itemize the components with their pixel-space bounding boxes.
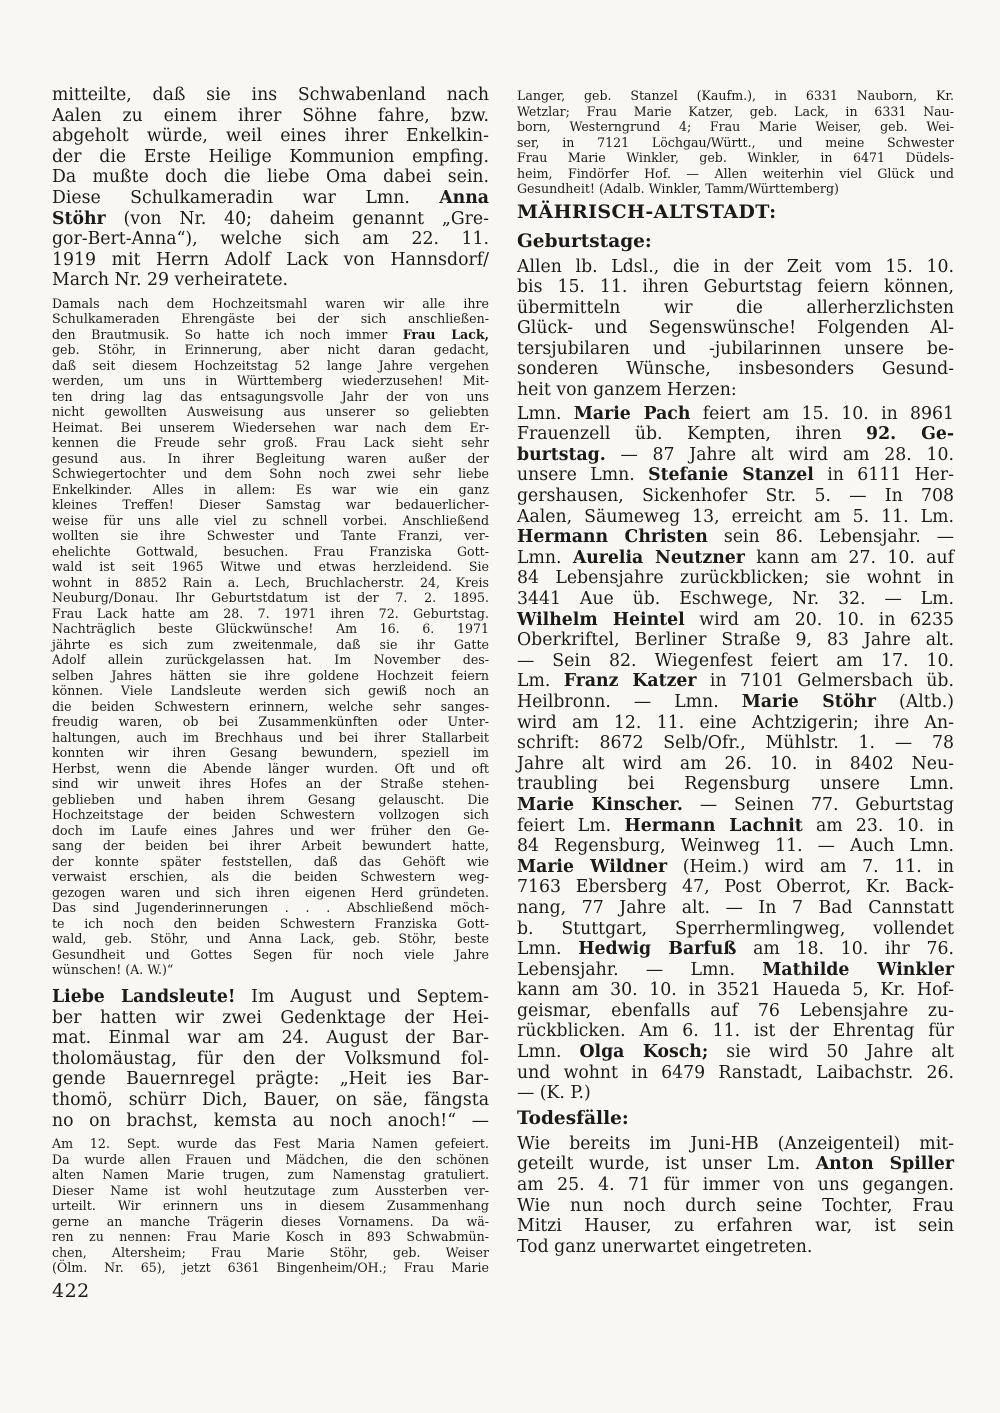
text-line: [517, 774, 954, 795]
text-line: [517, 318, 954, 339]
text-run: (Heim.) wird am 7. 11. in: [667, 856, 954, 877]
text-line: [517, 919, 954, 940]
text-line: [52, 1260, 489, 1276]
subheading-todesfaelle: [517, 1107, 954, 1131]
text-line: [52, 1008, 489, 1029]
bold-text-run: Marie Stöhr: [741, 691, 876, 712]
text-line: [517, 671, 954, 692]
text-run: Tod ganz unerwartet eingetreten.: [517, 1236, 813, 1257]
text-line: [52, 497, 489, 513]
text-run: Schulkameraden Ehrengäste bei der sich anschließen-: [52, 311, 489, 327]
text-line: [517, 298, 954, 319]
text-run: doch im Laufe eines Jahres und wer früher den Ge-: [52, 822, 489, 838]
text-run: 3441 Aue üb. Eschwege, Nr. 32. — Lm.: [517, 589, 954, 609]
text-run: in 6111 Her-: [813, 465, 954, 486]
text-line: [52, 916, 489, 932]
text-line: [52, 1229, 489, 1245]
text-line: [517, 898, 954, 919]
text-run: Lmn.: [517, 403, 574, 424]
text-run: thomö, schürr Dich, Bauer, on säe, fängsta: [52, 1089, 489, 1110]
text-run: abgeholt würde, weil eines ihrer Enkelkin-: [52, 126, 489, 147]
text-run: Allen lb. Ldsl., die in der Zeit vom 15. 10.: [517, 256, 954, 277]
text-run: sang der beiden bei ihrer Arbeit bewundert hatte,: [52, 838, 489, 854]
text-line: [52, 167, 489, 188]
text-line: [52, 513, 489, 529]
text-line: [517, 1175, 954, 1196]
text-run: March Nr. 29 verheiratete.: [52, 270, 289, 291]
text-run: die beiden Schwestern erinnern, welche sehr sanges-: [52, 698, 489, 714]
text-run: freudig waren, ob bei Zusammenkünften oder Unter-: [52, 714, 489, 730]
text-line: [52, 1214, 489, 1230]
text-line: [517, 404, 954, 425]
bold-text-run: Anton Spiller: [815, 1154, 955, 1175]
text-line: [52, 776, 489, 792]
text-run: gershausen, Sickenhofer Str. 5. — In 708: [517, 486, 954, 507]
text-run: ber hatten wir zwei Gedenktage der Hei-: [52, 1007, 489, 1028]
text-line: [517, 88, 954, 104]
text-line: [52, 311, 489, 327]
text-line: [52, 270, 489, 291]
text-run: 1919 mit Herrn Adolf Lack von Hannsdorf/: [52, 249, 489, 270]
text-line: [517, 1237, 954, 1258]
bold-text-run: Anna: [439, 187, 489, 208]
text-run: Jahre alt wird am 26. 10. in 8402 Neu-: [517, 753, 954, 774]
text-run: der die Erste Heilige Kommunion empfing.: [52, 146, 489, 167]
text-line: [517, 1196, 954, 1217]
text-run: der konnte später feststellen, daß das Gehöft wie: [52, 853, 489, 869]
text-run: wird am 20. 10. in 6235: [684, 609, 954, 630]
text-run: Herbst, wenn die Abende länger wurden. Oft und oft: [52, 760, 489, 776]
text-run: schrift: 8672 Selb/Ofr., Mühlstr. 1. — 78: [517, 733, 954, 754]
text-line: [52, 838, 489, 854]
text-line: [52, 637, 489, 653]
text-run: geteilt wurde, ist unser Lm.: [517, 1154, 816, 1175]
text-run: Lmn.: [517, 939, 579, 960]
text-run: Oberkriftel, Berliner Straße 9, 83 Jahre alt.: [517, 630, 954, 651]
text-line: [52, 106, 489, 127]
text-line: [52, 745, 489, 761]
bold-text-run: Todesfälle:: [517, 1107, 629, 1129]
text-run: urteilt. Wir erinnern uns in diesem Zusammenhang: [52, 1198, 489, 1214]
text-line: [52, 435, 489, 451]
text-line: [52, 420, 489, 436]
text-run: no on brachst, kemsta au noch anoch!“ —: [52, 1110, 489, 1131]
text-line: [517, 486, 954, 507]
text-line: [52, 451, 489, 467]
text-line: [52, 1198, 489, 1214]
text-run: Frau Marie Winkler, geb. Winkler, in 6471 Düdels-: [517, 150, 954, 165]
text-run: Da wurde allen Frauen und Mädchen, die den schönen: [52, 1151, 489, 1167]
text-line: [52, 931, 489, 947]
text-run: alten Namen Marie trugen, zum Namenstag gratuliert.: [52, 1167, 489, 1183]
text-line: [52, 699, 489, 715]
text-line: [52, 1152, 489, 1168]
text-line: [517, 150, 954, 166]
text-run: in 7101 Gelmersbach üb.: [696, 671, 954, 692]
text-run: werden, um uns in Württemberg wiederzusehen! Mit-: [52, 373, 489, 389]
bold-text-run: Mathilde Winkler: [762, 959, 955, 980]
text-line: [52, 188, 489, 209]
text-line: [52, 373, 489, 389]
bold-text-run: Franz Katzer: [563, 671, 697, 692]
text-run: sind wir unweit ihres Hofes an der Straße stehen-: [52, 776, 489, 792]
text-run: born, Westerngrund 4; Frau Marie Weiser, geb. Wei-: [517, 119, 954, 134]
text-run: konnten wir ihren Gesang bewundern, speziell im: [52, 745, 489, 761]
text-run: daß seit diesem Hochzeitstag 52 lange Jahre vergehen: [52, 357, 489, 373]
bold-text-run: Geburtstage:: [517, 230, 652, 252]
text-line: [52, 987, 489, 1008]
text-line: [52, 606, 489, 622]
text-line: [52, 947, 489, 963]
text-run: 422: [52, 1279, 90, 1302]
text-line: [517, 651, 954, 672]
text-run: feiert Lm.: [517, 815, 625, 836]
text-line: [52, 358, 489, 374]
text-line: [517, 1107, 954, 1131]
text-run: und wohnt in 6479 Ranstadt, Laibachstr. 26.: [517, 1062, 954, 1083]
bold-text-run: Liebe Landsleute!: [52, 986, 236, 1007]
text-line: [517, 816, 954, 837]
text-run: Enkelkinder. Alles in allem: Es war wie ein ganz: [52, 481, 489, 497]
text-run: Gesundheit! (Adalb. Winkler, Tamm/Württemberg): [517, 181, 839, 196]
text-line: [52, 327, 489, 343]
right-column: [517, 88, 954, 1257]
text-line: [52, 714, 489, 730]
text-line: [52, 1183, 489, 1199]
text-line: [52, 869, 489, 885]
bold-text-run: 92. Ge-: [866, 424, 954, 445]
text-line: [517, 1063, 954, 1084]
text-run: Lmn.: [517, 1042, 580, 1063]
text-run: ser, in 7121 Löchgau/Württ., und meine Schwester: [517, 134, 954, 150]
text-run: ten dring lag das entsagungsvolle Jahr der von uns: [52, 388, 489, 404]
text-line: [517, 568, 954, 589]
text-line: [517, 795, 954, 816]
text-run: Im August und Septem-: [235, 986, 490, 1007]
text-run: am 25. 4. 71 für immer von uns gegangen.: [517, 1175, 954, 1196]
text-run: mitteilte, daß sie ins Schwabenland nach: [52, 85, 489, 105]
text-line: [517, 359, 954, 380]
text-line: [517, 1154, 954, 1175]
text-run: sein 86. Lebensjahr. —: [707, 527, 954, 548]
text-line: [52, 85, 489, 106]
text-line: [52, 1090, 489, 1111]
bold-text-run: Hedwig Barfuß: [578, 939, 737, 960]
text-line: [517, 630, 954, 651]
text-line: [52, 1245, 489, 1261]
text-line: [52, 885, 489, 901]
text-line: [517, 733, 954, 754]
text-run: kann am 27. 10. auf: [744, 547, 954, 568]
text-line: [517, 1021, 954, 1042]
text-run: nang, 77 Jahre alt. — In 7 Bad Cannstatt: [517, 897, 954, 918]
text-run: Das sind Jugenderinnerungen . . . Abschließend möch-: [52, 900, 489, 916]
text-run: Glück- und Segenswünsche! Folgenden Al-: [517, 318, 954, 339]
text-run: — 87 Jahre alt wird am 28. 10.: [605, 444, 954, 465]
text-line: [52, 792, 489, 808]
text-run: kennen die Freude sehr groß. Frau Lack sieht sehr: [52, 435, 489, 451]
text-line: [517, 548, 954, 569]
text-line: [517, 960, 954, 981]
text-run: Wie nun noch durch seine Tochter, Frau: [517, 1195, 954, 1216]
text-run: gende Bauernregel prägte: „Heit ies Bar-: [52, 1069, 489, 1090]
intro-paragraph: [52, 85, 489, 291]
bold-text-run: Marie Wildner: [517, 856, 668, 877]
text-run: 84 Regensburg, Weinweg 11. — Auch Lmn.: [517, 836, 954, 857]
bold-text-run: Hermann Lachnit: [624, 815, 803, 836]
text-line: [52, 590, 489, 606]
text-line: [52, 528, 489, 544]
text-line: [517, 527, 954, 548]
text-run: Heimat. Bei unserem Wiedersehen war nach dem Er-: [52, 419, 489, 435]
text-run: unsere Lmn.: [517, 465, 649, 486]
text-run: wollten sie ihre Schwester und Tante Franzi, ver-: [52, 528, 489, 544]
text-run: wird am 12. 11. eine Achtzigerin; ihre An-: [517, 712, 954, 733]
text-line: [52, 1111, 489, 1132]
text-run: Langer, geb. Stanzel (Kaufm.), in 6331 Nauborn, Kr.: [517, 88, 954, 103]
text-run: Diese Schulkameradin war Lmn.: [52, 187, 440, 208]
text-line: [517, 200, 954, 224]
text-run: Lmn.: [517, 547, 573, 568]
text-run: wald ist seit 1965 Witwe und etwas herzleidend. Sie: [52, 559, 489, 575]
bold-text-run: Marie Kinscher.: [517, 794, 683, 815]
text-line: [52, 1049, 489, 1070]
text-line: [517, 939, 954, 960]
liebe-landsleute-paragraph: [52, 987, 489, 1131]
text-line: [517, 465, 954, 486]
text-run: sonderen Wünsche, insbesonders Gesund-: [517, 359, 954, 380]
text-line: [52, 668, 489, 684]
text-run: Dieser Name ist wohl heutzutage zum Aussterben ver-: [52, 1182, 489, 1198]
text-line: [52, 544, 489, 560]
text-line: [517, 589, 954, 610]
text-run: geblieben und haben ihrem Gesang gelauscht. Die: [52, 791, 489, 807]
text-line: [52, 559, 489, 575]
text-run: ren zu nennen: Frau Marie Kosch in 893 Schwabmün-: [52, 1229, 489, 1245]
text-line: [52, 652, 489, 668]
text-line: [517, 1042, 954, 1063]
text-run: selben Jahres hätten sie ihre goldene Hochzeit feiern: [52, 667, 489, 683]
text-run: 7163 Ebersberg 47, Post Oberrot, Kr. Back-: [517, 877, 954, 898]
text-run: kleines Treffen! Dieser Samstag war bedauerlicher-: [52, 497, 489, 513]
maria-namen-small-text: [52, 1136, 489, 1276]
text-run: geb. Stöhr, in Erinnerung, aber nicht daran gedacht,: [52, 342, 489, 358]
text-run: te ich noch den beiden Schwestern Franziska Gott-: [52, 915, 489, 931]
subheading-geburtstage: [517, 230, 954, 254]
text-run: Lebensjahr. — Lmn.: [517, 959, 763, 980]
text-line: [52, 250, 489, 271]
bold-text-run: MÄHRISCH-ALTSTADT:: [517, 200, 777, 223]
text-run: haltungen, auch im Brechhaus und bei ihrer Stallarbeit: [52, 729, 489, 745]
text-run: kann am 30. 10. in 3521 Haueda 5, Kr. Hof-: [517, 980, 954, 1001]
text-line: [52, 761, 489, 777]
text-run: Damals nach dem Hochzeitsmahl waren wir alle ihre: [52, 295, 489, 311]
page-number: [52, 1279, 489, 1303]
text-line: [517, 754, 954, 775]
text-line: [517, 857, 954, 878]
text-line: [517, 1134, 954, 1155]
text-run: bis 15. 11. ihren Geburtstag feiern können,: [517, 277, 954, 298]
text-run: — (K. P.): [517, 1083, 591, 1104]
text-line: [517, 119, 954, 135]
section-heading-maehrisch-altstadt: [517, 200, 954, 224]
text-run: Aalen zu einem ihrer Söhne fahre, bzw.: [52, 105, 489, 126]
text-run: Da mußte doch die liebe Oma dabei sein.: [52, 167, 489, 188]
text-line: [52, 1279, 489, 1303]
text-line: [517, 277, 954, 298]
text-line: [517, 692, 954, 713]
text-run: wünschen! (A. W.)“: [52, 962, 174, 978]
text-run: am 23. 10. in: [802, 815, 954, 836]
text-line: [52, 683, 489, 699]
bold-text-run: burtstag.: [517, 444, 606, 465]
text-line: [517, 424, 954, 445]
text-line: [52, 389, 489, 405]
text-run: chen, Altersheim; Frau Marie Stöhr, geb. Weiser: [52, 1244, 489, 1260]
text-line: [517, 166, 954, 182]
text-run: jährte es sich zum zweitenmale, daß sie ihr Gatte: [52, 636, 489, 652]
text-line: [52, 1136, 489, 1152]
text-run: — Sein 82. Wiegenfest feiert am 17. 10.: [517, 650, 954, 671]
text-run: mat. Einmal war am 24. August der Bar-: [52, 1028, 489, 1049]
text-run: traubling bei Regensburg unsere Lmn.: [517, 774, 954, 795]
text-line: [517, 230, 954, 254]
text-run: b. Stuttgart, Sperrhermlingweg, vollendet: [517, 918, 954, 939]
text-run: wald, geb. Stöhr, und Anna Lack, geb. Stöhr, beste: [52, 931, 489, 947]
text-run: — Seinen 77. Geburtstag: [682, 794, 954, 815]
text-line: [52, 807, 489, 823]
bold-text-run: Stöhr: [52, 208, 106, 229]
text-line: [52, 126, 489, 147]
text-line: [52, 147, 489, 168]
text-line: [52, 229, 489, 250]
text-line: [52, 900, 489, 916]
bold-text-run: Olga Kosch;: [579, 1042, 709, 1063]
text-run: Neuburg/Donau. Ihr Geburtstdatum ist der 7. 2. 1895.: [52, 590, 489, 606]
text-run: ehelichte Gottwald, besuchen. Frau Franziska Gott-: [52, 543, 489, 559]
text-line: [517, 380, 954, 401]
obituary-paragraph: [517, 1134, 954, 1258]
text-line: [52, 1167, 489, 1183]
text-run: Wetzlar; Frau Marie Katzer, geb. Lack, in 6331 Nau-: [517, 103, 954, 119]
text-run: (Altb.): [875, 691, 954, 712]
text-run: Frau Lack hatte am 28. 7. 1971 ihren 72. Geburtstag.: [52, 605, 489, 621]
birthday-intro-paragraph: [517, 257, 954, 401]
text-line: [52, 466, 489, 482]
text-run: Wie bereits im Juni-HB (Anzeigenteil) mit-: [517, 1133, 954, 1154]
text-run: Hochzeitstage der beiden Schwestern vollzogen sich: [52, 807, 489, 823]
text-run: nicht gewollten Ausweisung aus unserer so geliebten: [52, 404, 489, 420]
text-line: [52, 209, 489, 230]
text-run: feiert am 15. 10. in 8961: [690, 403, 954, 424]
text-run: können. Viele Landsleute werden sich gewiß noch an: [52, 683, 489, 699]
bold-text-run: Aurelia Neutzner: [572, 547, 745, 568]
text-run: gezogen waren und sich ihren eigenen Herd gründeten.: [52, 884, 489, 900]
text-run: Aalen, Säumeweg 13, erreicht am 5. 11. Lm.: [517, 506, 954, 527]
text-line: [52, 1028, 489, 1049]
text-line: [517, 135, 954, 151]
memoir-small-text: [52, 296, 489, 978]
text-run: Frauenzell üb. Kempten, ihren: [517, 424, 867, 445]
text-line: [52, 1069, 489, 1090]
text-run: Gesundheit und Gottes Segen für noch viele Jahre: [52, 946, 489, 962]
text-line: [517, 1001, 954, 1022]
text-run: Am 12. Sept. wurde das Fest Maria Namen gefeiert.: [52, 1136, 489, 1152]
text-line: [517, 181, 954, 197]
text-run: verwaist erschien, als die beiden Schwestern weg-: [52, 869, 489, 885]
text-line: [517, 610, 954, 631]
text-line: [52, 342, 489, 358]
text-line: [52, 482, 489, 498]
text-line: [52, 962, 489, 978]
text-run: geismar, ebenfalls auf 76 Lebensjahre zu-: [517, 1000, 954, 1021]
text-line: [517, 257, 954, 278]
text-run: 84 Lebensjahre zurückblicken; sie wohnt in: [517, 568, 954, 589]
bold-text-run: Wilhelm Heintel: [517, 609, 685, 630]
bold-text-run: Hermann Christen: [517, 527, 708, 548]
bold-text-run: Frau Lack,: [402, 326, 489, 342]
text-run: gerne an manche Trägerin dieses Vornamens. Da wä-: [52, 1213, 489, 1229]
text-line: [517, 1083, 954, 1104]
text-line: [517, 445, 954, 466]
text-line: [517, 713, 954, 734]
left-column: [52, 85, 489, 1303]
text-run: Nachträglich beste Glückwünsche! Am 16. 6. 1971: [52, 621, 489, 637]
text-run: Schwiegertochter und dem Sohn noch zwei sehr liebe: [52, 466, 489, 482]
text-run: am 18. 10. ihr 76.: [736, 939, 954, 960]
text-run: tersjubilaren und -jubilarinnen unsere be-: [517, 338, 954, 359]
text-run: weise für uns alle viel zu schnell vorbei. Anschließend: [52, 512, 489, 528]
text-line: [517, 507, 954, 528]
text-run: Lm.: [517, 671, 564, 692]
text-line: [52, 621, 489, 637]
winkler-letter-small-text: [517, 88, 954, 197]
text-run: heit von ganzem Herzen:: [517, 380, 737, 401]
text-line: [52, 296, 489, 312]
bold-text-run: Stefanie Stanzel: [648, 465, 814, 486]
text-run: Mitzi Hauser, zu erfahren war, ist sein: [517, 1216, 954, 1237]
text-run: wohnt in 8852 Rain a. Lech, Bruchlacherstr. 24, Kreis: [52, 574, 489, 590]
text-line: [52, 854, 489, 870]
text-line: [52, 404, 489, 420]
text-line: [517, 877, 954, 898]
text-line: [52, 730, 489, 746]
text-run: gor-Bert-Anna“), welche sich am 22. 11.: [52, 229, 489, 250]
text-run: Adolf allein zurückgelassen hat. Im November des-: [52, 652, 489, 668]
text-run: (von Nr. 40; daheim genannt „Gre-: [105, 208, 489, 229]
text-line: [517, 980, 954, 1001]
text-line: [517, 836, 954, 857]
text-run: Heilbronn. — Lmn.: [517, 691, 742, 712]
text-run: den Brautmusik. So hatte ich noch immer: [52, 326, 403, 342]
text-run: übermitteln wir die allerherzlichsten: [517, 297, 954, 318]
text-run: (Ölm. Nr. 65), jetzt 6361 Bingenheim/OH.; Frau Marie: [52, 1260, 489, 1276]
text-line: [52, 575, 489, 591]
text-line: [52, 823, 489, 839]
text-line: [517, 1216, 954, 1237]
bold-text-run: Marie Pach: [573, 403, 691, 424]
birthday-list-paragraph: [517, 404, 954, 1104]
text-run: rückblicken. Am 6. 11. ist der Ehrentag für: [517, 1021, 954, 1042]
text-line: [517, 104, 954, 120]
text-run: sie wird 50 Jahre alt: [708, 1042, 954, 1063]
text-line: [517, 339, 954, 360]
text-run: gesund aus. In ihrer Begleitung waren außer der: [52, 450, 489, 466]
text-run: tholomäustag, für den der Volksmund fol-: [52, 1048, 489, 1069]
text-run: heim, Findörfer Hof. — Allen weiterhin viel Glück und: [517, 165, 954, 181]
